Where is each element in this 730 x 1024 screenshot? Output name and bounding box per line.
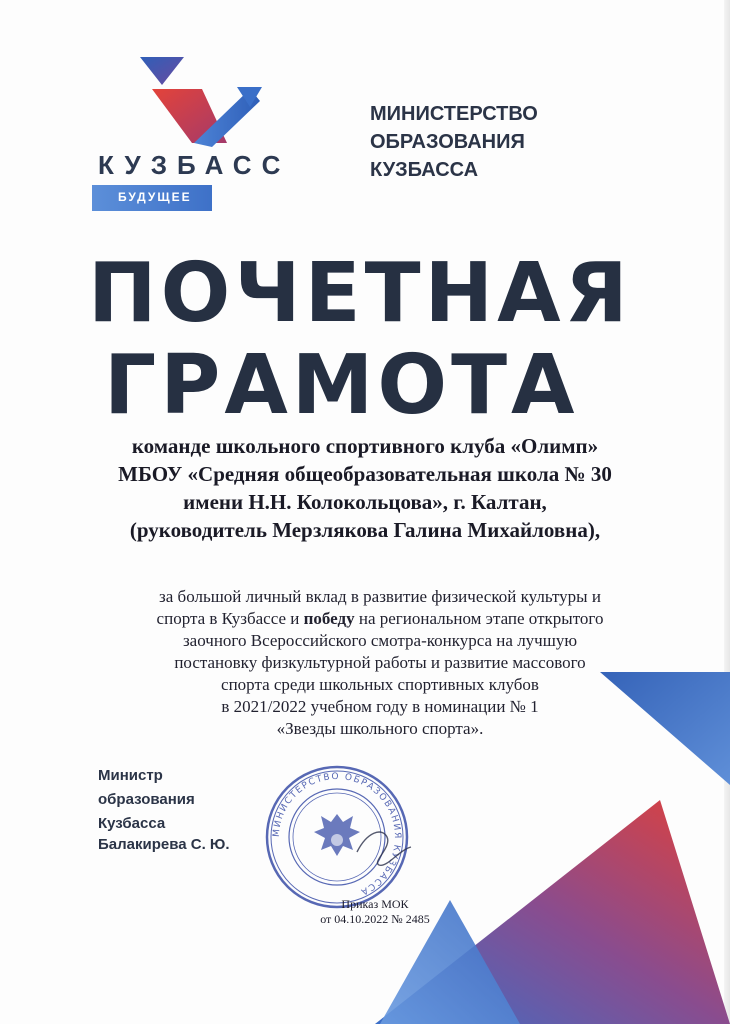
ministry-line: ОБРАЗОВАНИЯ	[370, 131, 525, 153]
recipient-line: МБОУ «Средняя общеобразовательная школа № 30	[118, 462, 612, 486]
reason-line: постановку физкультурной работы и развитие массового	[174, 653, 586, 672]
reason-line: в 2021/2022 учебном году в номинации № 1	[221, 697, 539, 716]
eagle-emblem-icon	[314, 814, 360, 856]
order-reference	[300, 897, 450, 927]
signer-title-line: Кузбасса	[98, 815, 166, 832]
logo-wordmark: КУЗБАСС	[98, 150, 291, 180]
order-line-2: от 04.10.2022 № 2485	[320, 912, 430, 926]
ministry-line: КУЗБАССА	[370, 159, 479, 181]
certificate-title	[80, 248, 660, 432]
reason-line	[90, 608, 670, 630]
kuzbass-logo	[92, 55, 312, 215]
reason-emphasis: победу	[303, 609, 355, 628]
recipient-line: имени Н.Н. Колокольцова», г. Калтан,	[183, 490, 547, 514]
reason-line: заочного Всероссийского смотра-конкурса на лучшую	[182, 631, 578, 650]
reason-line: спорта среди школьных спортивных клубов	[221, 675, 539, 694]
ministry-line: МИНИСТЕРСТВО	[370, 103, 538, 125]
signer-title	[98, 764, 195, 836]
signer-name: Балакирева С. Ю.	[98, 836, 230, 853]
ministry-name	[370, 100, 538, 184]
logo-mark-icon	[132, 55, 272, 150]
signer-title-line: Министр	[98, 767, 163, 784]
logo-badge	[92, 185, 212, 211]
reason-text: на региональном этапе открытого	[354, 609, 604, 628]
recipient-line: (руководитель Мерзлякова Галина Михайловна),	[129, 518, 601, 542]
reason-line: «Звезды школьного спорта».	[276, 719, 484, 738]
award-reason	[90, 586, 670, 740]
recipient-line: команде школьного спортивного клуба «Олимп»	[131, 434, 599, 458]
logo-badge-text: БУДУЩЕЕ	[118, 190, 192, 204]
order-line-1: Приказ МОК	[341, 897, 409, 911]
stamp-text: МИНИСТЕРСТВО ОБРАЗОВАНИЯ КУЗБАССА	[271, 771, 403, 897]
reason-text: спорта в Кузбассе и	[156, 609, 304, 628]
official-stamp	[262, 762, 412, 912]
reason-line: за большой личный вклад в развитие физической культуры и	[159, 587, 601, 606]
signer-title-line: образования	[98, 791, 195, 808]
title-line-1: ПОЧЕТНАЯ	[88, 246, 632, 341]
title-line-2: ГРАМОТА	[104, 338, 579, 433]
recipient-block	[60, 432, 670, 544]
